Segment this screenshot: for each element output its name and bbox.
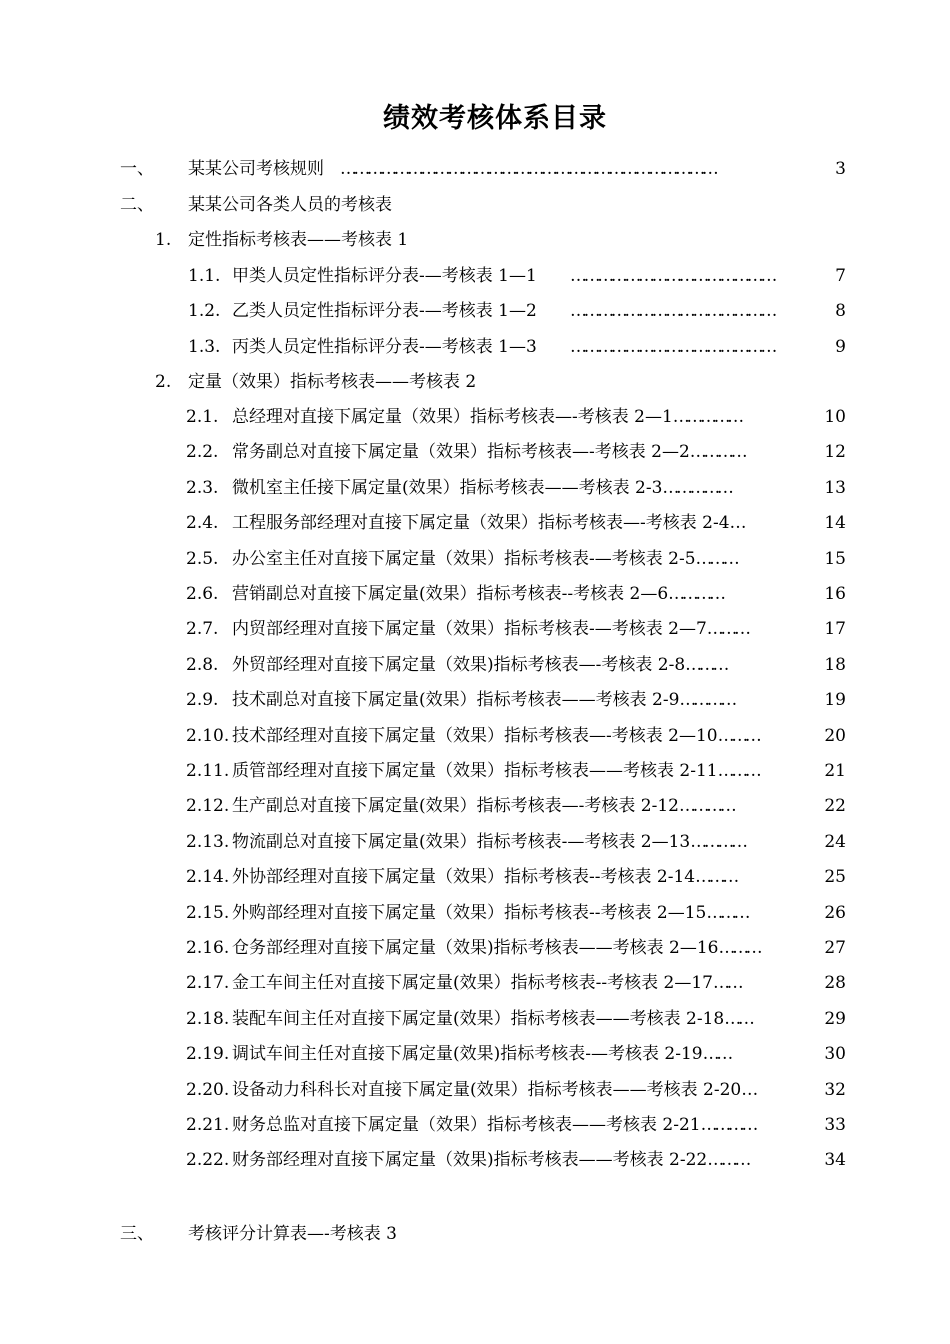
entry-title: 定量（效果）指标考核表——考核表 2 <box>188 372 477 392</box>
entry-page-number: 27 <box>824 938 846 958</box>
entry-page-number: 25 <box>824 867 846 888</box>
entry-title: 技术部经理对直接下属定量（效果）指标考核表—-考核表 2—10 <box>232 725 718 746</box>
item-number: 2.19. <box>186 1044 230 1065</box>
item-number: 1.3. <box>188 336 221 357</box>
item-number: 2.11. <box>186 761 230 781</box>
entry-page-number: 24 <box>824 831 846 852</box>
entry-title: 乙类人员定性指标评分表-—考核表 1—2 <box>232 301 537 322</box>
entry-page-number: 10 <box>824 407 846 427</box>
entry-title: 常务副总对直接下属定量（效果）指标考核表—-考核表 2—2 <box>232 442 690 463</box>
leader-dots: ……… <box>706 619 748 640</box>
leader-dots: ………………………………………………………………………… <box>340 159 716 179</box>
entry-page-number: 8 <box>835 301 846 322</box>
item-number: 2.15. <box>186 902 230 923</box>
leader-dots: ……………………………………… <box>570 336 775 357</box>
item-number: 2.21. <box>186 1115 230 1135</box>
entry-page-number: 3 <box>835 159 846 179</box>
entry-page-number: 17 <box>824 619 846 640</box>
entry-title: 质管部经理对直接下属定量（效果）指标考核表——考核表 2-11 <box>232 761 718 781</box>
entry-page-number: 34 <box>824 1150 846 1171</box>
leader-dots: ……………………………………… <box>570 301 775 322</box>
leader-dots: ……………………………………… <box>570 266 775 286</box>
entry-title: 金工车间主任对直接下属定量(效果）指标考核表--考核表 2—17 <box>232 973 713 994</box>
item-number: 2.5. <box>186 548 219 569</box>
leader-dots: ………… <box>678 796 734 817</box>
entry-page-number: 29 <box>824 1008 846 1029</box>
entry-title: 外贸部经理对直接下属定量（效果)指标考核表—-考核表 2-8 <box>232 654 686 675</box>
entry-title: 生产副总对直接下属定量(效果）指标考核表—-考核表 2-12 <box>232 796 679 817</box>
entry-title: 总经理对直接下属定量（效果）指标考核表—-考核表 2—1 <box>232 407 673 427</box>
entry-title: 营销副总对直接下属定量(效果）指标考核表--考核表 2—6 <box>232 584 669 604</box>
item-number: 1.2. <box>188 301 221 322</box>
entry-title: 某某公司各类人员的考核表 <box>188 195 392 215</box>
leader-dots: … <box>741 1079 755 1100</box>
item-number: 2.16. <box>186 938 230 958</box>
item-number: 2.10. <box>186 725 230 746</box>
subsection-number: 1. <box>155 230 172 250</box>
entry-page-number: 21 <box>824 761 846 781</box>
entry-title: 微机室主任接下属定量(效果）指标考核表——考核表 2-3 <box>232 477 663 498</box>
entry-title: 办公室主任对直接下属定量（效果）指标考核表-—考核表 2-5 <box>232 548 696 569</box>
entry-page-number: 30 <box>824 1044 846 1065</box>
leader-dots: ……… <box>695 867 736 888</box>
entry-page-number: 16 <box>824 584 846 604</box>
entry-title: 外购部经理对直接下属定量（效果）指标考核表--考核表 2—15 <box>232 902 707 923</box>
entry-title: 甲类人员定性指标评分表-—考核表 1—1 <box>232 266 537 286</box>
entry-page-number: 20 <box>824 725 846 746</box>
entry-title: 仓务部经理对直接下属定量（效果)指标考核表——考核表 2—16 <box>232 938 719 958</box>
entry-page-number: 13 <box>824 477 846 498</box>
entry-page-number: 33 <box>824 1115 846 1135</box>
entry-title: 技术副总对直接下属定量(效果）指标考核表——考核表 2-9 <box>232 690 680 711</box>
item-number: 1.1. <box>188 266 221 286</box>
item-number: 2.14. <box>186 867 230 888</box>
entry-page-number: 22 <box>824 796 846 817</box>
leader-dots: …… <box>724 1008 752 1029</box>
entry-page-number: 14 <box>824 513 846 534</box>
entry-title: 工程服务部经理对直接下属定量（效果）指标考核表—-考核表 2-4 <box>232 513 730 534</box>
entry-title: 装配车间主任对直接下属定量(效果）指标考核表——考核表 2-18 <box>232 1008 725 1029</box>
item-number: 2.17. <box>186 973 230 994</box>
leader-dots: … <box>729 513 744 534</box>
subsection-number: 2. <box>155 372 172 392</box>
section-number: 三、 <box>120 1224 154 1244</box>
entry-title: 财务部经理对直接下属定量（效果)指标考核表——考核表 2-22 <box>232 1150 708 1171</box>
leader-dots: ……… <box>717 725 759 746</box>
entry-title: 外协部经理对直接下属定量（效果）指标考核表--考核表 2-14 <box>232 867 696 888</box>
entry-title: 物流副总对直接下属定量(效果）指标考核表-—考核表 2—13 <box>232 831 691 852</box>
entry-title: 内贸部经理对直接下属定量（效果）指标考核表-—考核表 2—7 <box>232 619 707 640</box>
item-number: 2.12. <box>186 796 230 817</box>
leader-dots: …… <box>702 1044 730 1065</box>
leader-dots: …………… <box>672 407 741 427</box>
item-number: 2.22. <box>186 1150 230 1171</box>
item-number: 2.2. <box>186 442 219 463</box>
leader-dots: ……… <box>706 902 748 923</box>
entry-page-number: 18 <box>824 654 846 675</box>
item-number: 2.3. <box>186 477 219 498</box>
leader-dots: ……… <box>695 548 737 569</box>
item-number: 2.7. <box>186 619 219 640</box>
entry-title: 设备动力科科长对直接下属定量(效果）指标考核表——考核表 2-20 <box>232 1079 742 1100</box>
entry-title: 某某公司考核规则 <box>188 159 324 179</box>
leader-dots: ………… <box>679 690 734 711</box>
leader-dots: ……… <box>685 654 726 675</box>
leader-dots: ……… <box>717 761 759 781</box>
entry-page-number: 12 <box>824 442 846 463</box>
item-number: 2.8. <box>186 654 219 675</box>
leader-dots: ………… <box>689 442 745 463</box>
item-number: 2.18. <box>186 1008 230 1029</box>
entry-page-number: 9 <box>835 336 846 357</box>
item-number: 2.9. <box>186 690 219 711</box>
entry-page-number: 26 <box>824 902 846 923</box>
section-number: 二、 <box>120 195 154 215</box>
leader-dots: …………… <box>662 477 731 498</box>
section-number: 一、 <box>120 159 154 179</box>
item-number: 2.6. <box>186 584 219 604</box>
leader-dots: ……… <box>707 1150 749 1171</box>
entry-page-number: 7 <box>835 266 846 286</box>
item-number: 2.1. <box>186 407 219 427</box>
leader-dots: ………… <box>668 584 723 604</box>
entry-title: 考核评分计算表—-考核表 3 <box>188 1224 397 1244</box>
entry-page-number: 19 <box>824 690 846 711</box>
leader-dots: ……… <box>718 938 760 958</box>
entry-page-number: 32 <box>824 1079 846 1100</box>
leader-dots: …… <box>712 973 741 994</box>
entry-title: 定性指标考核表——考核表 1 <box>188 230 409 250</box>
leader-dots: ………… <box>690 831 745 852</box>
entry-title: 调试车间主任对直接下属定量(效果)指标考核表-—考核表 2-19 <box>232 1044 703 1065</box>
leader-dots: ………… <box>700 1115 756 1135</box>
entry-page-number: 28 <box>824 973 846 994</box>
entry-page-number: 15 <box>824 548 846 569</box>
item-number: 2.13. <box>186 831 230 852</box>
item-number: 2.4. <box>186 513 219 534</box>
item-number: 2.20. <box>186 1079 230 1100</box>
entry-title: 财务总监对直接下属定量（效果）指标考核表——考核表 2-21 <box>232 1115 701 1135</box>
document-title: 绩效考核体系目录 <box>383 103 607 134</box>
entry-title: 丙类人员定性指标评分表-—考核表 1—3 <box>232 336 537 357</box>
